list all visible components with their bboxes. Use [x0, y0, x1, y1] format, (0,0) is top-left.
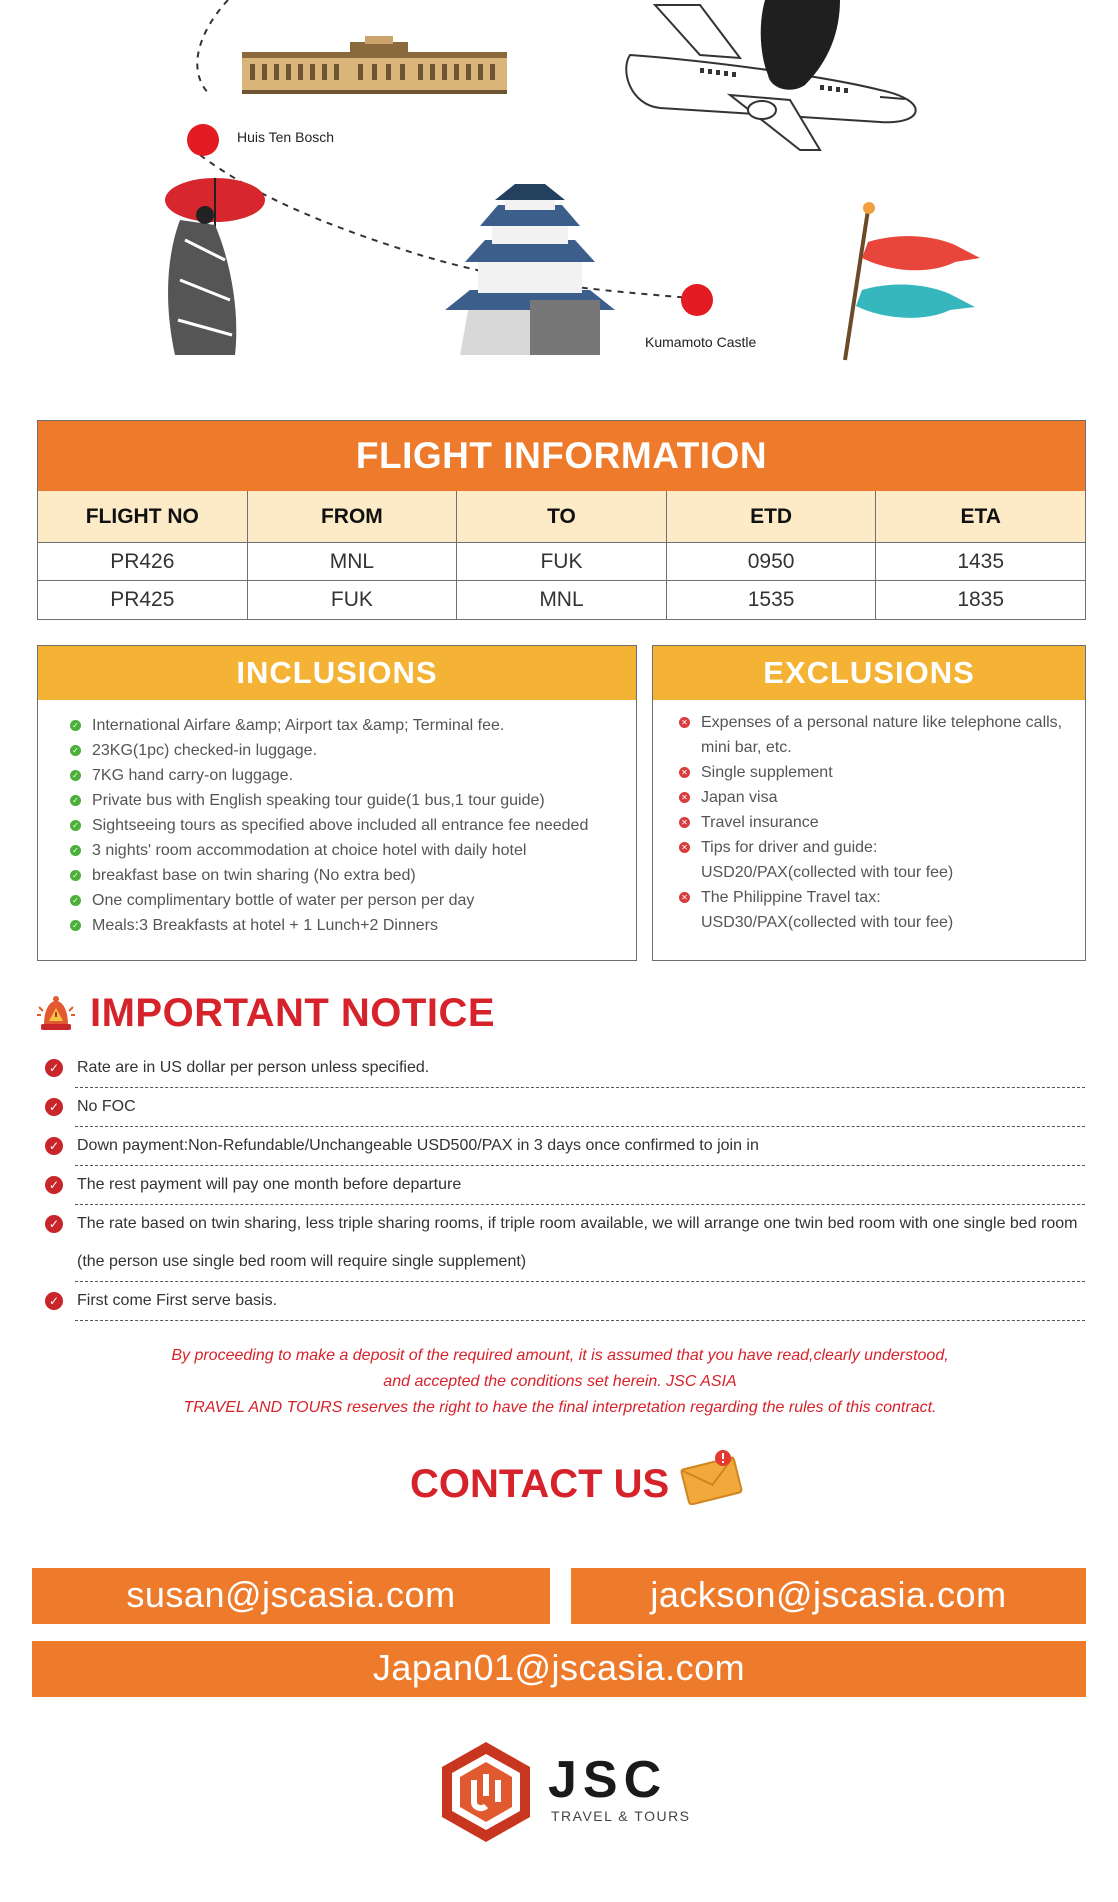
disclaimer [80, 1343, 1040, 1421]
list-item [679, 810, 1085, 835]
exclusions-panel [652, 645, 1086, 961]
x-icon: ✕ [679, 892, 690, 903]
list-item [48, 1205, 1085, 1243]
contact-us-title: CONTACT US [410, 1462, 670, 1506]
hero-illustration [0, 0, 1118, 370]
check-icon: ✓ [70, 920, 81, 931]
list-item [48, 1049, 1085, 1088]
list-item [679, 835, 1085, 885]
envelope-icon [678, 1447, 744, 1505]
list-item [70, 713, 636, 738]
list-item [70, 863, 636, 888]
exclusion-text: Expenses of a personal nature like telephone calls, [701, 714, 1063, 731]
inclusions-list [38, 700, 636, 938]
email-link-susan[interactable]: susan@jscasia.com [32, 1568, 550, 1624]
check-circle-icon: ✓ [45, 1215, 63, 1233]
x-icon: ✕ [679, 817, 690, 828]
inclusion-text: 7KG hand carry-on luggage. [92, 767, 294, 784]
email-link-japan01[interactable]: Japan01@jscasia.com [32, 1641, 1086, 1697]
notice-text: First come First serve basis. [77, 1292, 278, 1309]
inclusion-text: Private bus with English speaking tour guide(1 bus,1 tour guide) [92, 792, 545, 809]
email-link-jackson[interactable]: jackson@jscasia.com [571, 1568, 1086, 1624]
jsc-logo-text: JSC [548, 1751, 668, 1809]
notice-text: The rate based on twin sharing, less triple sharing rooms, if triple room available, we will arrange one twin bed room with one single bed room [77, 1215, 1078, 1232]
notice-text: Down payment:Non-Refundable/Unchangeable USD500/PAX in 3 days once confirmed to join in [77, 1137, 759, 1154]
list-item [48, 1127, 1085, 1166]
cell-etd: 1535 [667, 581, 877, 619]
inclusion-text: International Airfare &amp; Airport tax &amp; Terminal fee. [92, 717, 505, 734]
check-icon: ✓ [70, 770, 81, 781]
list-item [679, 760, 1085, 785]
x-icon: ✕ [679, 767, 690, 778]
cell-to: MNL [457, 581, 667, 619]
header-to: TO [457, 491, 667, 543]
inclusions-title: INCLUSIONS [38, 646, 636, 700]
list-item [70, 738, 636, 763]
location-label-huis-ten-bosch: Huis Ten Bosch [237, 129, 335, 145]
exclusion-text: Tips for driver and guide: [701, 839, 878, 856]
castle-icon [445, 184, 615, 355]
header-etd: ETD [667, 491, 877, 543]
x-icon: ✕ [679, 792, 690, 803]
exclusion-text-cont: USD30/PAX(collected with tour fee) [701, 914, 954, 931]
huis-ten-bosch-marker [187, 124, 219, 156]
disclaimer-line: TRAVEL AND TOURS reserves the right to have the final interpretation regarding the rules of this contract. [183, 1399, 937, 1416]
disclaimer-line: and accepted the conditions set herein. JSC ASIA [383, 1373, 737, 1390]
check-icon: ✓ [70, 720, 81, 731]
cell-etd: 0950 [667, 543, 877, 581]
notice-text: Rate are in US dollar per person unless specified. [77, 1059, 430, 1076]
jsc-logo-tagline: TRAVEL & TOURS [551, 1808, 691, 1824]
list-item [70, 838, 636, 863]
location-label-kumamoto-castle: Kumamoto Castle [645, 334, 757, 350]
exclusion-text: Japan visa [701, 789, 778, 806]
exclusion-text: Travel insurance [701, 814, 819, 831]
alarm-bell-icon [36, 995, 76, 1033]
geisha-icon [165, 178, 265, 355]
table-row [38, 543, 1085, 581]
flight-information-title: FLIGHT INFORMATION [38, 421, 1085, 491]
inclusion-text: 3 nights' room accommodation at choice hotel with daily hotel [92, 842, 527, 859]
cell-eta: 1835 [957, 588, 1005, 611]
exclusion-text: Single supplement [701, 764, 833, 781]
header-flight-no: FLIGHT NO [38, 491, 248, 543]
x-icon: ✕ [679, 717, 690, 728]
carp-streamer-icon [845, 202, 980, 360]
cell-from: FUK [248, 581, 458, 619]
exclusion-text-cont: USD20/PAX(collected with tour fee) [701, 864, 954, 881]
inclusion-text: 23KG(1pc) checked-in luggage. [92, 742, 318, 759]
notice-text-cont: (the person use single bed room will require single supplement) [77, 1253, 527, 1270]
check-circle-icon: ✓ [45, 1176, 63, 1194]
notice-list [45, 1049, 1085, 1321]
list-item [679, 885, 1085, 935]
notice-text: The rest payment will pay one month before departure [77, 1176, 462, 1193]
list-item [70, 888, 636, 913]
kumamoto-castle-marker [681, 284, 713, 316]
cell-from: MNL [248, 543, 458, 581]
check-circle-icon: ✓ [45, 1137, 63, 1155]
inclusion-text: Meals:3 Breakfasts at hotel + 1 Lunch+2 Dinners [92, 917, 438, 934]
notice-text: No FOC [77, 1098, 136, 1115]
check-icon: ✓ [70, 795, 81, 806]
check-circle-icon: ✓ [45, 1059, 63, 1077]
check-icon: ✓ [70, 745, 81, 756]
table-row [38, 581, 1085, 619]
header-eta: ETA [876, 491, 1085, 543]
list-item [70, 813, 636, 838]
list-item [679, 785, 1085, 810]
palace-icon [242, 36, 507, 94]
inclusions-panel [37, 645, 637, 961]
list-item [70, 913, 636, 938]
x-icon: ✕ [679, 842, 690, 853]
airplane-icon [626, 0, 915, 150]
inclusion-text: Sightseeing tours as specified above included all entrance fee needed [92, 817, 589, 834]
list-item-continuation [75, 1243, 1085, 1282]
flight-table-header [38, 491, 1085, 543]
cell-flight-no: PR426 [38, 543, 248, 581]
check-circle-icon: ✓ [45, 1098, 63, 1116]
list-item [679, 710, 1085, 760]
exclusion-text-cont: mini bar, etc. [701, 739, 792, 756]
flight-information-table [37, 420, 1086, 620]
inclusion-text: breakfast base on twin sharing (No extra bed) [92, 867, 416, 884]
cell-eta: 1435 [876, 543, 1085, 581]
cell-to: FUK [457, 543, 667, 581]
list-item [48, 1282, 1085, 1321]
cell-flight-no: PR425 [38, 581, 248, 619]
list-item [48, 1088, 1085, 1127]
disclaimer-line: By proceeding to make a deposit of the required amount, it is assumed that you have read,clearly understood, [171, 1347, 949, 1364]
exclusions-title: EXCLUSIONS [653, 646, 1085, 700]
list-item [48, 1166, 1085, 1205]
important-notice-title: IMPORTANT NOTICE [90, 991, 496, 1035]
list-item [70, 763, 636, 788]
route-map-graphic [0, 0, 1118, 370]
check-icon: ✓ [70, 845, 81, 856]
inclusion-text: One complimentary bottle of water per person per day [92, 892, 475, 909]
check-icon: ✓ [70, 820, 81, 831]
check-icon: ✓ [70, 870, 81, 881]
jsc-logo-icon [438, 1740, 534, 1844]
check-icon: ✓ [70, 895, 81, 906]
header-from: FROM [248, 491, 458, 543]
list-item [70, 788, 636, 813]
exclusions-list [653, 700, 1085, 935]
check-circle-icon: ✓ [45, 1292, 63, 1310]
exclusion-text: The Philippine Travel tax: [701, 889, 881, 906]
